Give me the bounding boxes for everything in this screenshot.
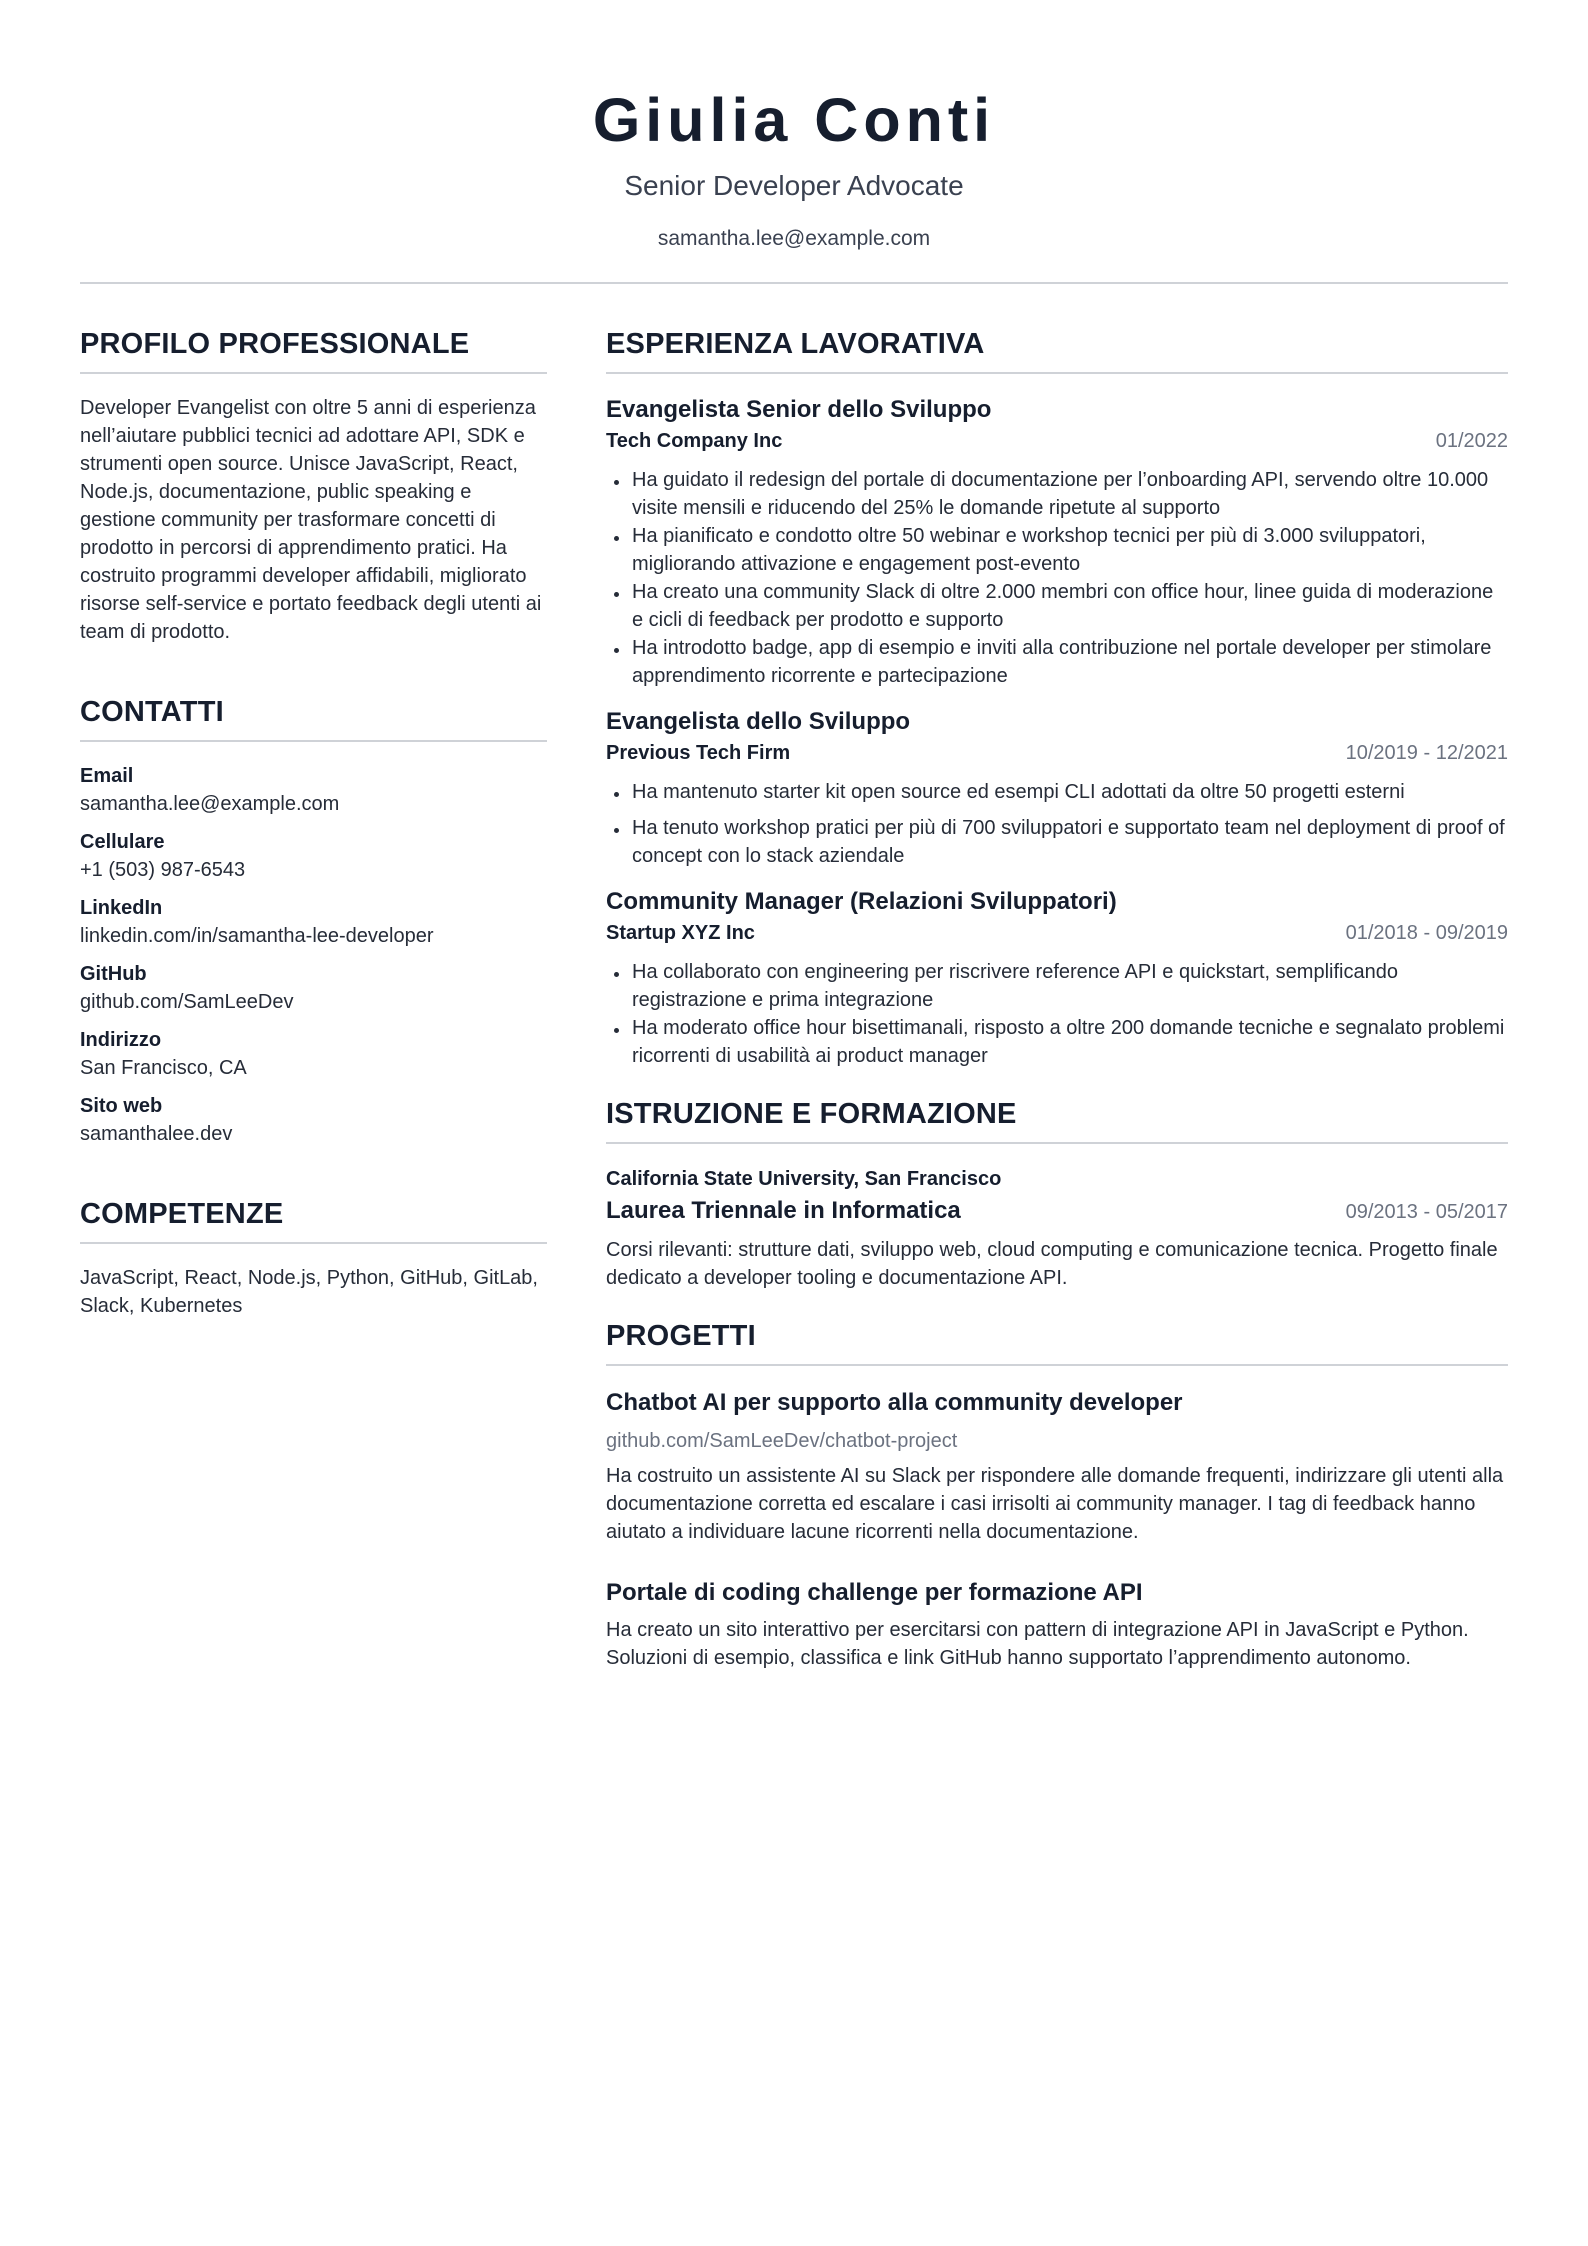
project-text: Ha costruito un assistente AI su Slack per rispondere alle domande frequenti, indirizzare gli utenti alla documentazione corretta ed escalare i casi irrisolti ai community manager. I tag di feedback hanno aiutato a individuare lacune ricorrenti nella documentazione. bbox=[606, 1465, 1504, 1543]
contacts-title: CONTATTI bbox=[80, 690, 547, 742]
right-column bbox=[606, 322, 1508, 1702]
education-text: Corsi rilevanti: strutture dati, sviluppo web, cloud computing e comunicazione tecnica. Progetto finale dedicato a developer tooling e documentazione API. bbox=[606, 1239, 1498, 1289]
job-meta bbox=[606, 426, 1508, 456]
contact-address-value: San Francisco, CA bbox=[80, 1057, 247, 1079]
contact-label: LinkedIn bbox=[80, 897, 163, 919]
contact-website bbox=[80, 1092, 547, 1148]
project-link[interactable]: github.com/SamLeeDev/chatbot-project bbox=[606, 1430, 958, 1452]
job-bullet: Ha introdotto badge, app di esempio e inviti alla contribuzione nel portale developer per stimolare apprendimento ricorrente e partecipazione bbox=[606, 634, 1508, 690]
job-bullets bbox=[606, 778, 1508, 870]
left-column bbox=[80, 322, 547, 1364]
job-bullet: Ha moderato office hour bisettimanali, risposto a oltre 200 domande tecniche e segnalato problemi ricorrenti di usabilità ai product manager bbox=[606, 1014, 1508, 1070]
job-entry bbox=[606, 706, 1508, 870]
contact-linkedin-value[interactable]: linkedin.com/in/samantha-lee-developer bbox=[80, 925, 434, 947]
skills-title: COMPETENZE bbox=[80, 1192, 547, 1244]
profile-title: PROFILO PROFESSIONALE bbox=[80, 322, 547, 374]
job-title: Evangelista Senior dello Sviluppo bbox=[606, 396, 992, 423]
job-bullets bbox=[606, 958, 1508, 1070]
job-company: Tech Company Inc bbox=[606, 430, 783, 452]
job-title: Evangelista dello Sviluppo bbox=[606, 708, 911, 735]
education-date: 09/2013 - 05/2017 bbox=[1345, 1201, 1508, 1223]
header-divider bbox=[80, 282, 1508, 284]
job-meta bbox=[606, 918, 1508, 948]
candidate-headline: Senior Developer Advocate bbox=[624, 170, 964, 201]
contact-label: Indirizzo bbox=[80, 1029, 162, 1051]
contact-website-value[interactable]: samanthalee.dev bbox=[80, 1123, 233, 1145]
project-title: Portale di coding challenge per formazione API bbox=[606, 1579, 1143, 1606]
profile-text: Developer Evangelist con oltre 5 anni di esperienza nell’aiutare pubblici tecnici ad adottare API, SDK e strumenti open source. Unisce JavaScript, React, Node.js, documentazione, public speaking e gestione community per trasformare concetti di prodotto in percorsi di apprendimento pratici. Ha costruito programmi developer affidabili, migliorato risorse self-service e portato feedback degli utenti ai team di prodotto. bbox=[80, 397, 542, 643]
job-company: Startup XYZ Inc bbox=[606, 922, 755, 944]
project-text: Ha creato un sito interattivo per esercitarsi con pattern di integrazione API in JavaScript e Python. Soluzioni di esempio, classifica e link GitHub hanno supportato l’apprendimento autonomo. bbox=[606, 1619, 1469, 1669]
contact-label: Email bbox=[80, 765, 134, 787]
contact-label: Sito web bbox=[80, 1095, 163, 1117]
projects-section bbox=[606, 1314, 1508, 1672]
job-bullet: Ha mantenuto starter kit open source ed esempi CLI adottati da oltre 50 progetti esterni bbox=[606, 778, 1508, 806]
project-entry bbox=[606, 1576, 1508, 1672]
contact-github-value[interactable]: github.com/SamLeeDev bbox=[80, 991, 294, 1013]
skills-text: JavaScript, React, Node.js, Python, GitHub, GitLab, Slack, Kubernetes bbox=[80, 1267, 538, 1317]
project-title: Chatbot AI per supporto alla community developer bbox=[606, 1389, 1183, 1416]
job-date: 10/2019 - 12/2021 bbox=[1345, 742, 1508, 764]
contact-label: GitHub bbox=[80, 963, 147, 985]
contact-email bbox=[80, 762, 547, 818]
candidate-name: Giulia Conti bbox=[592, 86, 996, 154]
job-bullets bbox=[606, 466, 1508, 690]
projects-title: PROGETTI bbox=[606, 1314, 1508, 1366]
job-bullet: Ha pianificato e condotto oltre 50 webinar e workshop tecnici per più di 3.000 sviluppatori, migliorando attivazione e engagement post-evento bbox=[606, 522, 1508, 578]
experience-title: ESPERIENZA LAVORATIVA bbox=[606, 322, 1508, 374]
education-degree: Laurea Triennale in Informatica bbox=[606, 1197, 961, 1224]
experience-section bbox=[606, 322, 1508, 1070]
education-title: ISTRUZIONE E FORMAZIONE bbox=[606, 1092, 1508, 1144]
contact-linkedin bbox=[80, 894, 547, 950]
project-entry bbox=[606, 1386, 1508, 1546]
skills-section bbox=[80, 1192, 547, 1320]
job-date: 01/2018 - 09/2019 bbox=[1345, 922, 1508, 944]
job-entry bbox=[606, 886, 1508, 1070]
job-meta bbox=[606, 738, 1508, 768]
header-email: samantha.lee@example.com bbox=[657, 227, 931, 250]
job-title: Community Manager (Relazioni Sviluppatori) bbox=[606, 888, 1117, 915]
job-bullet: Ha guidato il redesign del portale di documentazione per l’onboarding API, servendo oltre 10.000 visite mensili e riducendo del 25% le domande ripetute al supporto bbox=[606, 466, 1508, 522]
job-date: 01/2022 bbox=[1435, 430, 1508, 452]
contact-github bbox=[80, 960, 547, 1016]
education-meta bbox=[606, 1194, 1508, 1228]
job-company: Previous Tech Firm bbox=[606, 742, 791, 764]
contact-email-value[interactable]: samantha.lee@example.com bbox=[80, 793, 340, 815]
contact-phone bbox=[80, 828, 547, 884]
job-entry bbox=[606, 394, 1508, 690]
education-school: California State University, San Francisco bbox=[606, 1168, 1002, 1190]
job-bullet: Ha tenuto workshop pratici per più di 700 sviluppatori e supportato team nel deployment di proof of concept con lo stack aziendale bbox=[606, 814, 1508, 870]
contact-phone-value[interactable]: +1 (503) 987-6543 bbox=[80, 859, 246, 881]
education-section bbox=[606, 1092, 1508, 1292]
contact-label: Cellulare bbox=[80, 831, 165, 853]
job-bullet: Ha creato una community Slack di oltre 2.000 membri con office hour, linee guida di moderazione e cicli di feedback per prodotto e supporto bbox=[606, 578, 1508, 634]
job-bullet: Ha collaborato con engineering per riscrivere reference API e quickstart, semplificando registrazione e prima integrazione bbox=[606, 958, 1508, 1014]
profile-section bbox=[80, 322, 547, 646]
contact-address bbox=[80, 1026, 547, 1082]
contacts-section bbox=[80, 690, 547, 1148]
